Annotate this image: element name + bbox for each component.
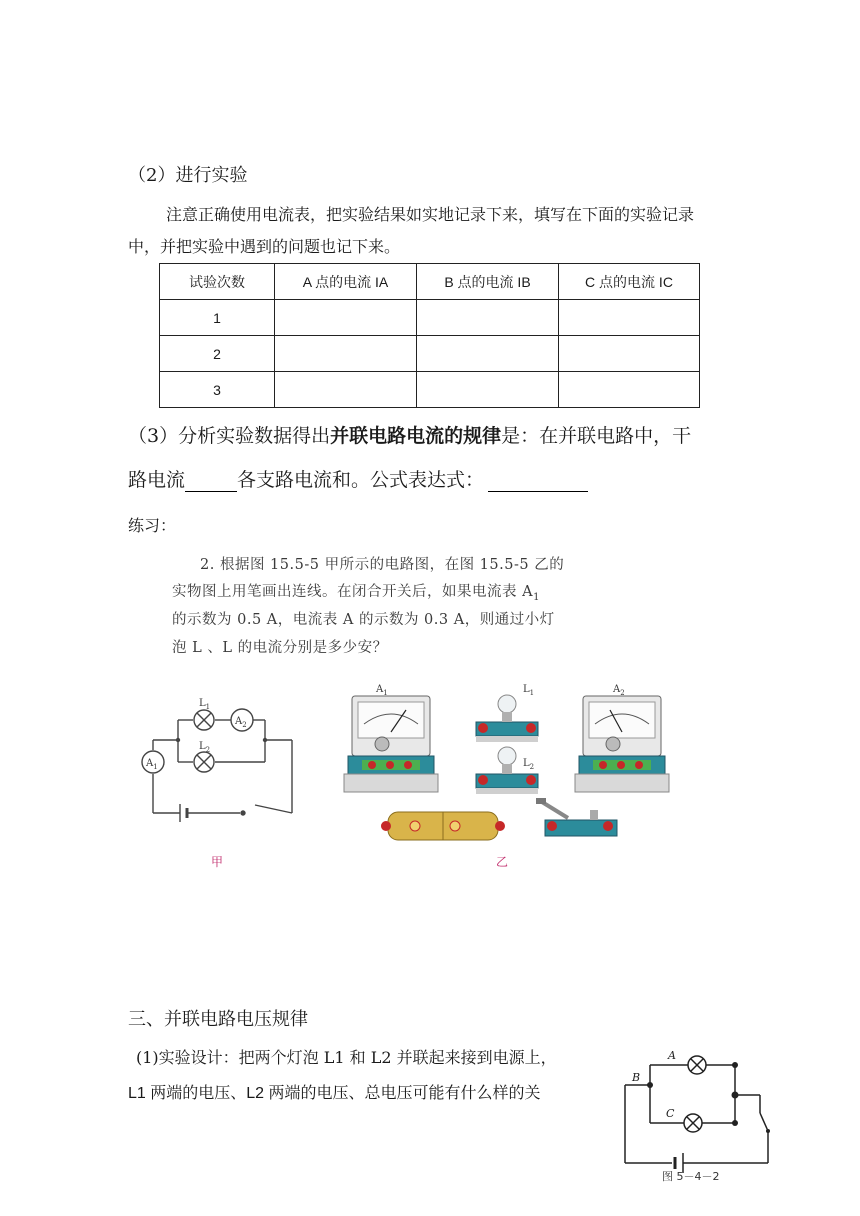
table-cell [559, 300, 700, 336]
circuit-diagram-jia [135, 690, 300, 875]
experiment-record-table [159, 263, 700, 408]
section2-heading: （2）进行实验 [128, 165, 248, 186]
section3-line2 [128, 465, 588, 492]
node-A-label: A [668, 1049, 676, 1062]
label-A2: $A_2$ [235, 716, 247, 729]
section2-paragraph-line2: 中，并把实验中遇到的问题也记下来。 [128, 237, 401, 256]
answer-blank-formula[interactable] [488, 473, 588, 492]
figure-caption-5-4-2: 图 5－4－2 [662, 1170, 720, 1183]
section3-line2-b: 各支路电流和。公式表达式： [237, 469, 485, 491]
table-cell [417, 336, 559, 372]
problem-line1: 2. 根据图 15.5-5 甲所示的电路图，在图 15.5-5 乙的 [200, 557, 565, 573]
table-row [160, 336, 700, 372]
label-L2: $L_2$ [199, 741, 211, 754]
table-cell [417, 300, 559, 336]
table-cell [275, 300, 417, 336]
label-A1: $A_1$ [146, 758, 158, 771]
lamp-L1 [476, 684, 538, 742]
lamp-L2-label: $L_2$ [523, 758, 535, 771]
section3-bold-term: 并联电路电流的规律 [330, 425, 502, 447]
lamp-L2 [476, 747, 538, 794]
table-header-cell: B 点的电流 IB [417, 264, 559, 300]
table-row [160, 300, 700, 336]
section3-line1 [128, 421, 691, 448]
node-B-label: B [632, 1071, 641, 1084]
table-header-cell: 试验次数 [160, 264, 275, 300]
table-cell [275, 372, 417, 408]
figure-caption-jia: 甲 [211, 855, 224, 869]
label-L1: $L_1$ [199, 698, 211, 711]
ammeter-A2 [575, 684, 669, 792]
figure-caption-yi: 乙 [496, 855, 509, 869]
voltage-line2: L1 两端的电压、L2 两端的电压、总电压可能有什么样的关 [128, 1085, 541, 1102]
circuit-figure-5-4-2 [610, 1035, 790, 1185]
practice-label: 练习： [128, 516, 177, 535]
table-cell [559, 336, 700, 372]
table-cell: 1 [160, 300, 275, 336]
subscript-1: 1 [533, 591, 540, 603]
problem-line2-text: 实物图上用笔画出连线。在闭合开关后，如果电流表 A [172, 584, 534, 600]
ammeter-A2-label: $A_2$ [613, 684, 625, 697]
table-row [160, 372, 700, 408]
section3-suffix: 是：在并联电路中，干 [501, 425, 692, 447]
ammeter-A1-label: $A_1$ [376, 684, 388, 697]
table-cell [559, 372, 700, 408]
table-header-cell: A 点的电流 IA [275, 264, 417, 300]
table-header-row [160, 264, 700, 300]
lamp-L1-label: $L_1$ [523, 684, 535, 697]
section3-line2-a: 路电流 [128, 469, 186, 491]
problem-line2 [172, 580, 540, 603]
table-cell: 3 [160, 372, 275, 408]
voltage-line1: (1)实验设计：把两个灯泡 L1 和 L2 并联起来接到电源上， [136, 1048, 557, 1067]
section2-paragraph-line1: 注意正确使用电流表，把实验结果如实地记录下来，填写在下面的实验记录 [166, 205, 695, 224]
battery-pack [381, 812, 505, 840]
table-cell [275, 336, 417, 372]
voltage-section-heading: 三、并联电路电压规律 [128, 1009, 308, 1030]
knife-switch [536, 798, 617, 836]
problem-line3: 的示数为 0.5 A，电流表 A 的示数为 0.3 A，则通过小灯 [172, 612, 555, 628]
table-header-cell: C 点的电流 IC [559, 264, 700, 300]
answer-blank-relation[interactable] [185, 473, 237, 492]
table-cell: 2 [160, 336, 275, 372]
table-cell [417, 372, 559, 408]
ammeter-A1 [344, 684, 438, 792]
section3-prefix: （3）分析实验数据得出 [128, 425, 331, 447]
node-C-label: C [666, 1107, 675, 1120]
problem-line4: 泡 L 、L 的电流分别是多少安？ [172, 640, 388, 656]
apparatus-picture-yi [340, 670, 670, 850]
